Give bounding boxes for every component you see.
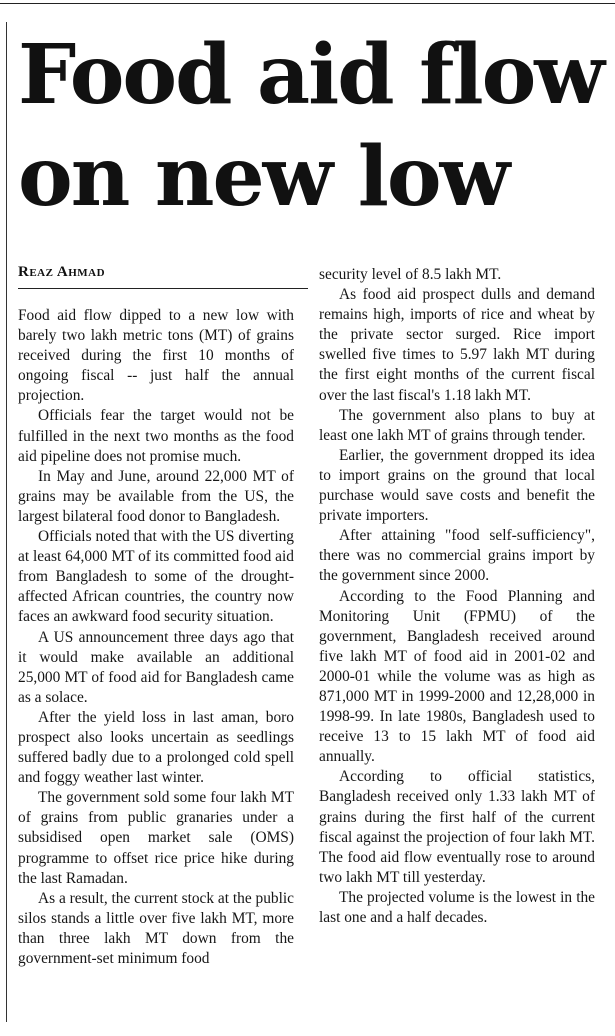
paragraph: The projected volume is the lowest in the last one and a half decades. [319,888,595,926]
paragraph: Officials fear the target would not be fulfilled in the next two months as the food aid pipeline does not promise much. [18,407,294,465]
headline [18,24,610,228]
top-rule [0,3,615,4]
left-column-rule [6,22,7,1022]
paragraph: As food aid prospect dulls and demand remains high, imports of rice and wheat by the private sector surged. Rice import swelled five times to 5.97 lakh MT during the first eight months of the current fiscal over the last fiscal's 1.18 lakh MT. [319,286,595,404]
paragraph: The government also plans to buy at least one lakh MT of grains through tender. [319,406,595,444]
paragraph: In May and June, around 22,000 MT of grains may be available from the US, the largest bilateral food donor to Bangladesh. [18,467,294,525]
paragraph: Food aid flow dipped to a new low with barely two lakh metric tons (MT) of grains received during the first 10 months of ongoing fiscal -- just half the annual projection. [18,307,294,405]
paragraph: Officials noted that with the US diverting at least 64,000 MT of its committed food aid from Bangladesh to some of the drought-affected African countries, the country now faces an awkward food security situation. [18,528,294,626]
paragraph: According to official statistics, Bangladesh received only 1.33 lakh MT of grains during the first half of the current fiscal against the projection of four lakh MT. The food aid flow eventually rose to around two lakh MT till yesterday. [319,768,595,886]
paragraph: According to the Food Planning and Monitoring Unit (FPMU) of the government, Bangladesh received around five lakh MT of food aid in 2001-02 and 2000-01 while the volume was as high as 871,000 MT in 1999-2000 and 12,28,000 in 1998-99. In late 1980s, Bangladesh used to receive 13 to 15 lakh MT of food aid annually. [319,587,595,766]
headline-line-1: Food aid flow [18,27,603,123]
headline-line-2: on new low [18,129,509,225]
paragraph: The government sold some four lakh MT of grains from public granaries under a subsidised open market sale (OMS) programme to offset rice price hike during the last Ramadan. [18,789,294,887]
right-column [319,265,595,928]
paragraph: Earlier, the government dropped its idea to import grains on the ground that local purchase would save costs and benefit the private importers. [319,446,595,525]
paragraph: After attaining "food self-sufficiency", there was no commercial grains import by the government since 2000. [319,527,595,585]
paragraph: A US announcement three days ago that it would make available an additional 25,000 MT of food aid for Bangladesh came as a solace. [18,628,294,706]
left-column [18,306,294,969]
paragraph-continued: security level of 8.5 lakh MT. [319,266,502,283]
paragraph: As a result, the current stock at the public silos stands a little over five lakh MT, more than three lakh MT down from the government-set minimum food [18,889,295,967]
paragraph: After the yield loss in last aman, boro prospect also looks uncertain as seedlings suffered badly due to a prolonged cold spell and foggy weather last winter. [18,708,294,787]
byline-rule [18,288,308,289]
byline: Reaz Ahmad [18,264,106,280]
